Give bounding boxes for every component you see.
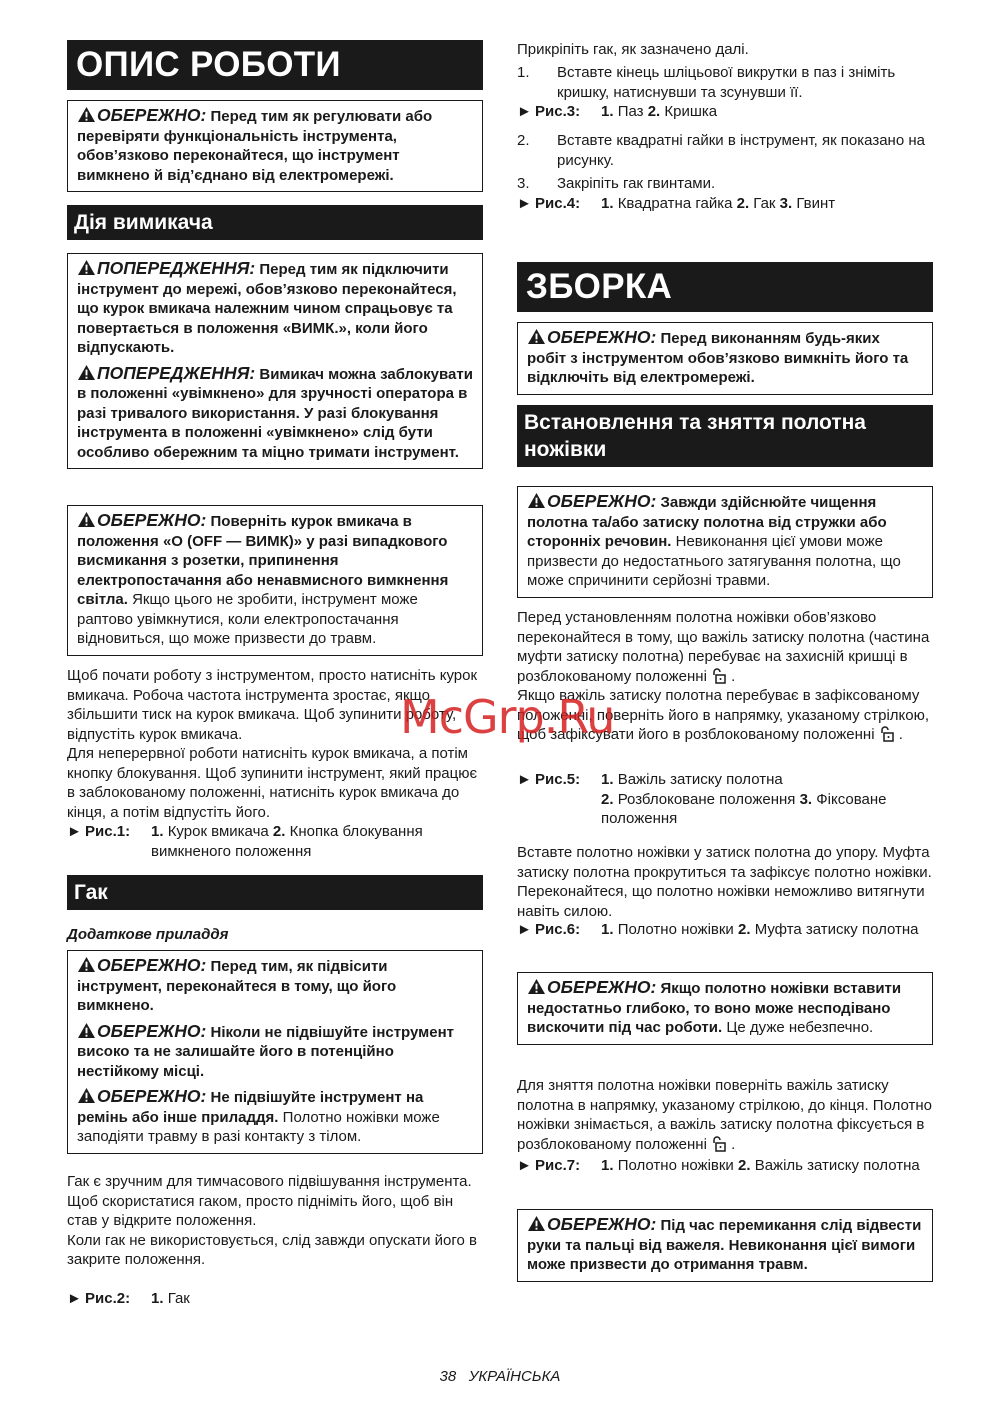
warning-triangle-icon bbox=[527, 1215, 546, 1232]
unlocked-padlock-icon bbox=[711, 1136, 731, 1152]
language-label: УКРАЇНСЬКА bbox=[468, 1368, 561, 1385]
step-2: 2. Вставте квадратні гайки в інструмент, як показано на рисунку. bbox=[517, 132, 925, 169]
warning-triangle-icon bbox=[527, 978, 546, 995]
section-heading-blade: Встановлення та зняття полотна ножівки bbox=[517, 405, 933, 467]
triangle-right-icon: ► bbox=[517, 1157, 532, 1174]
warning-triangle-icon bbox=[77, 106, 96, 123]
warning-text: Перед тим як підключити інструмент до мережі, обов’язково переконайтеся, що курок вмикача належним чином спрацьовує та повертається в положення «ВИМК.», коли його відпускають. bbox=[77, 261, 457, 356]
figure-ref-2: ► Рис.2: 1. Гак bbox=[67, 1290, 190, 1307]
section-heading-assembly: ЗБОРКА bbox=[517, 262, 933, 312]
caution-title: ОБЕРЕЖНО: bbox=[77, 955, 206, 975]
step-3: 3. Закріпіть гак гвинтами. bbox=[517, 175, 716, 192]
triangle-right-icon: ► bbox=[517, 921, 532, 938]
warning-triangle-icon bbox=[77, 1022, 96, 1039]
watermark: McGrp.Ru bbox=[400, 690, 615, 744]
caution-box-1 bbox=[67, 100, 483, 192]
paragraph-intro: Прикріпіть гак, як зазначено далі. bbox=[517, 41, 749, 58]
triangle-right-icon: ► bbox=[517, 771, 532, 788]
warning-triangle-icon bbox=[527, 328, 546, 345]
warning-triangle-icon bbox=[77, 364, 96, 381]
caution-title: ОБЕРЕЖНО: bbox=[527, 977, 656, 997]
triangle-right-icon: ► bbox=[67, 823, 82, 840]
paragraph-blade-4: Для зняття полотна ножівки поверніть важіль затиску полотна в напрямку, указаному стрілкою, до кінця. Полотно ножівки знімається, а важіль затиску полотна фіксується в розблокованому положенні . bbox=[517, 1077, 933, 1153]
unlocked-padlock-icon bbox=[711, 668, 731, 684]
unlocked-padlock-icon bbox=[879, 726, 899, 742]
triangle-right-icon: ► bbox=[517, 103, 532, 120]
warning-box bbox=[67, 253, 483, 469]
warning-text: Вимикач можна заблокувати в положенні «увімкнено» для зручності оператора в разі тривалого використання. У разі блокування інструмента в положенні «увімкнено» слід бути особливо обережним та міцно тримати інструмент. bbox=[77, 365, 473, 461]
caution-title: ОБЕРЕЖНО: bbox=[527, 1214, 656, 1234]
warning-triangle-icon bbox=[77, 259, 96, 276]
figure-ref-1: ► Рис.1: 1. Курок вмикача 2. Кнопка блокування вимкненого положення bbox=[67, 823, 423, 860]
caution-box-8: ОБЕРЕЖНО: Якщо полотно ножівки вставити недостатньо глибоко, то воно може несподівано вискочити під час роботи. Це дуже небезпечно. bbox=[517, 972, 933, 1045]
warning-title: ПОПЕРЕДЖЕННЯ: bbox=[77, 363, 255, 383]
caution-box-3: ОБЕРЕЖНО: Перед тим, як підвісити інструмент, переконайтеся в тому, що його вимкнено. ОБЕРЕЖНО: Ніколи не підвішуйте інструмент високо та не залишайте його в потенційно нестійкому місці. ОБЕРЕЖНО: Не підвішуйте інструмент на ремінь або інше приладдя. Полотно ножівки може заподіяти травму в разі контакту з тілом. bbox=[67, 950, 483, 1154]
paragraph-hook: Гак є зручним для тимчасового підвішування інструмента. Щоб скористатися гаком, просто підніміть його, щоб він став у відкрите положення. Коли гак не використовується, слід завжди опускати його в закрите положення. bbox=[67, 1173, 477, 1268]
page-footer bbox=[0, 1368, 1000, 1385]
warning-triangle-icon bbox=[77, 956, 96, 973]
caution-box-2 bbox=[67, 505, 483, 656]
caution-text: Якщо цього не зробити, інструмент може раптово увімкнутися, коли електропостачання відновиться, що може призвести до травм. bbox=[77, 591, 418, 647]
caution-box-6: ОБЕРЕЖНО: Перед виконанням будь-яких робіт з інструментом обов’язково вимкніть його та відключіть від електромережі. bbox=[517, 322, 933, 395]
step-1: 1. Вставте кінець шліцьової викрутки в паз і зніміть кришку, натиснувши та зсунувши її. bbox=[517, 64, 896, 101]
figure-ref-3: ► Рис.3: 1. Паз 2. Кришка bbox=[517, 103, 718, 120]
warning-title: ПОПЕРЕДЖЕННЯ: bbox=[77, 258, 255, 278]
paragraph-blade-3: Вставте полотно ножівки у затиск полотна до упору. Муфта затиску полотна прокрутиться та зафіксує полотно ножівки. Переконайтеся, що полотно ножівки неможливо витягнути навіть силою. bbox=[517, 844, 932, 920]
page-number: 38 bbox=[439, 1368, 457, 1385]
caution-title: ОБЕРЕЖНО: bbox=[77, 105, 206, 125]
caution-bold-text: Поверніть курок вмикача в положення «O (OFF — ВИМК)» у разі випадкового висмикання з розетки, припинення електропостачання або ненавмисного вимкнення світла. bbox=[77, 513, 449, 608]
triangle-right-icon: ► bbox=[517, 195, 532, 212]
paragraph-blade-1: Перед установленням полотна ножівки обов’язково переконайтеся в тому, що важіль затиску полотна (частина муфти затиску полотна) перебуває на захисній кришці в розблокованому положенні . Якщо важіль затиску полотна перебуває в зафіксованому положенні, поверніть його в напрямку, указаному стрілкою, щоб зафіксувати його в розблокованому положенні . bbox=[517, 609, 930, 743]
warning-triangle-icon bbox=[77, 1087, 96, 1104]
figure-ref-6: ► Рис.6: 1. Полотно ножівки 2. Муфта затиску полотна bbox=[517, 921, 919, 938]
caution-box-7: ОБЕРЕЖНО: Завжди здійснюйте чищення полотна та/або затиску полотна від стружки або сторонніх речовин. Невиконання цієї умови може призвести до недостатнього затягування полотна, що може спричинити серйозні травми. bbox=[517, 486, 933, 598]
caution-title: ОБЕРЕЖНО: bbox=[77, 510, 206, 530]
figure-ref-7: ► Рис.7: 1. Полотно ножівки 2. Важіль затиску полотна bbox=[517, 1157, 920, 1174]
section-heading-switch: Дія вимикача bbox=[67, 205, 483, 240]
figure-ref-5: ► Рис.5: 1. Важіль затиску полотна 2. Розблоковане положення 3. Фіксоване положення bbox=[517, 771, 887, 827]
subtitle-accessory: Додаткове приладдя bbox=[67, 926, 229, 943]
figure-ref-4: ► Рис.4: 1. Квадратна гайка 2. Гак 3. Гвинт bbox=[517, 195, 836, 212]
triangle-right-icon: ► bbox=[67, 1290, 82, 1307]
section-heading-hook: Гак bbox=[67, 875, 483, 910]
caution-title: ОБЕРЕЖНО: bbox=[527, 491, 656, 511]
caution-text: Перед тим як регулювати або перевіряти функціональність інструмента, обов’язково переконайтеся, що інструмент вимкнено й від’єднано від електромережі. bbox=[77, 108, 433, 184]
caution-title: ОБЕРЕЖНО: bbox=[527, 327, 656, 347]
warning-triangle-icon bbox=[527, 492, 546, 509]
section-heading-opis: ОПИС РОБОТИ bbox=[67, 40, 483, 90]
caution-box-9: ОБЕРЕЖНО: Під час перемикання слід відвести руки та пальці від важеля. Невиконання цієї вимоги може призвести до отримання травм. bbox=[517, 1209, 933, 1282]
warning-triangle-icon bbox=[77, 511, 96, 528]
caution-title: ОБЕРЕЖНО: bbox=[77, 1021, 206, 1041]
paragraph-switch: Щоб почати роботу з інструментом, просто натисніть курок вмикача. Робоча частота інструмента зростає, якщо збільшити тиск на курок вмикача. Щоб зупинити роботу, відпустіть курок вмикача. Для неперервної роботи натисніть курок вмикача, а потім кнопку блокування. Щоб зупинити інструмент, який працює в заблокованому положенні, натисніть курок вмикача до кінця, а потім відпустіть його. bbox=[67, 667, 478, 821]
caution-title: ОБЕРЕЖНО: bbox=[77, 1086, 206, 1106]
